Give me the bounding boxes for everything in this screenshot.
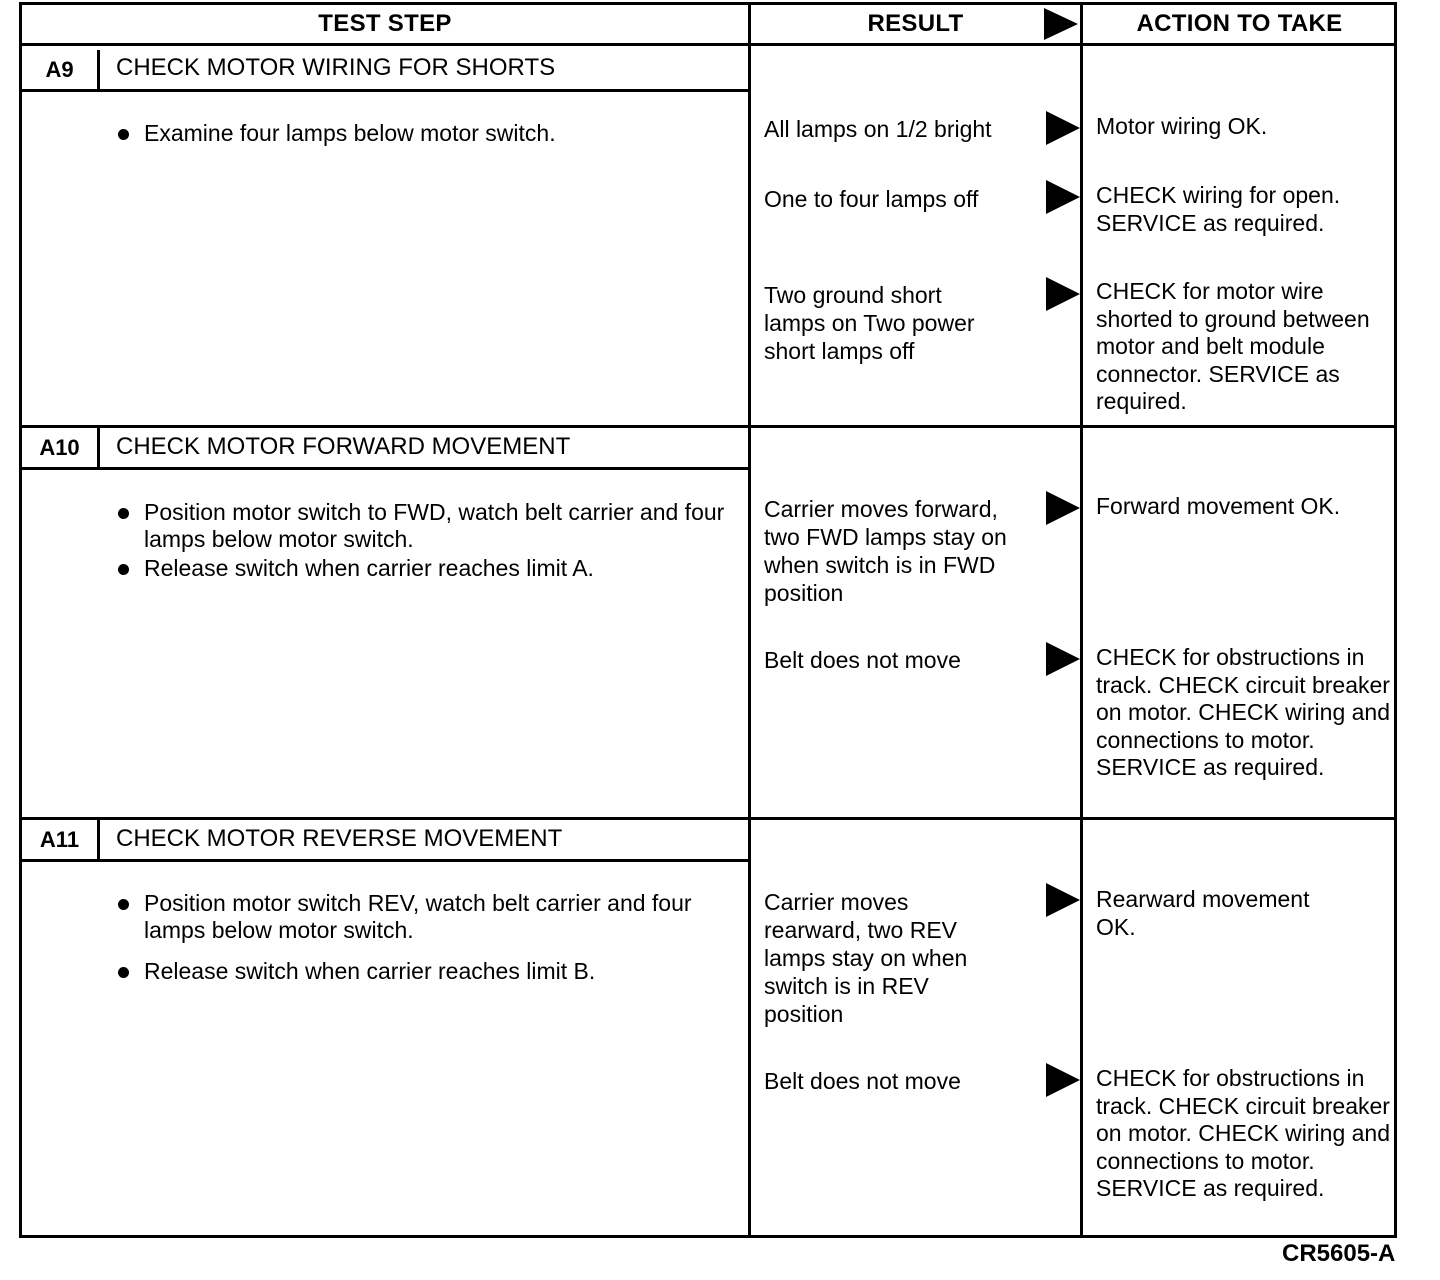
bullet-item: Release switch when carrier reaches limit B. [116, 958, 716, 985]
action-a9-3: CHECK for motor wire shorted to ground between motor and belt module connector. SERVICE as required. [1096, 278, 1370, 414]
header-arrow-icon [1044, 8, 1078, 40]
step-id-a10: A10 [22, 428, 100, 470]
bullet-item: Position motor switch to FWD, watch belt carrier and four lamps below motor switch. [116, 499, 736, 553]
step-id-a9: A9 [22, 50, 100, 92]
step-title-divider [100, 467, 748, 470]
step-title-divider [100, 859, 748, 862]
result-a10-2: Belt does not move [764, 647, 961, 673]
header-action-to-take: ACTION TO TAKE [1136, 10, 1343, 37]
result-a11-1: Carrier moves rearward, two REV lamps stay on when switch is in REV position [764, 889, 968, 1027]
step-title-a11: CHECK MOTOR REVERSE MOVEMENT [116, 825, 563, 852]
arrow-icon [1046, 491, 1080, 525]
step-bullets-a11 [116, 890, 716, 993]
result-a9-3: Two ground short lamps on Two power short lamps off [764, 282, 975, 364]
arrow-icon [1046, 111, 1080, 145]
arrow-icon [1046, 180, 1080, 214]
step-title-a9: CHECK MOTOR WIRING FOR SHORTS [116, 54, 556, 81]
result-a10-1: Carrier moves forward, two FWD lamps stay on when switch is in FWD position [764, 496, 1007, 606]
step-title-divider [100, 89, 748, 92]
action-a9-1: Motor wiring OK. [1096, 113, 1268, 139]
test-step-table [19, 2, 1397, 1238]
result-a11-2: Belt does not move [764, 1068, 961, 1094]
step-id-a11: A11 [22, 820, 100, 862]
action-a10-2: CHECK for obstructions in track. CHECK circuit breaker on motor. CHECK wiring and connections to motor. SERVICE as required. [1096, 644, 1391, 780]
bullet-item: Examine four lamps below motor switch. [116, 120, 736, 147]
arrow-icon [1046, 1063, 1080, 1097]
bullet-item: Release switch when carrier reaches limit A. [116, 555, 736, 582]
arrow-icon [1046, 883, 1080, 917]
header-divider [22, 43, 1394, 46]
step-bullets-a10 [116, 499, 736, 590]
column-divider-action [1080, 5, 1083, 1235]
result-a9-2: One to four lamps off [764, 186, 979, 212]
arrow-icon [1046, 642, 1080, 676]
step-bullets-a9 [116, 120, 736, 155]
header-test-step: TEST STEP [318, 10, 452, 37]
step-title-a10: CHECK MOTOR FORWARD MOVEMENT [116, 433, 571, 460]
column-divider-result [748, 5, 751, 1235]
action-a9-2: CHECK wiring for open. SERVICE as required. [1096, 182, 1341, 236]
action-a11-1: Rearward movement OK. [1096, 886, 1310, 940]
result-a9-1: All lamps on 1/2 bright [764, 116, 992, 142]
action-a11-2: CHECK for obstructions in track. CHECK circuit breaker on motor. CHECK wiring and connections to motor. SERVICE as required. [1096, 1065, 1391, 1201]
bullet-item: Position motor switch REV, watch belt carrier and four lamps below motor switch. [116, 890, 716, 944]
header-result: RESULT [867, 10, 964, 37]
figure-code: CR5605-A [1282, 1240, 1396, 1267]
arrow-icon [1046, 277, 1080, 311]
action-a10-1: Forward movement OK. [1096, 493, 1341, 519]
